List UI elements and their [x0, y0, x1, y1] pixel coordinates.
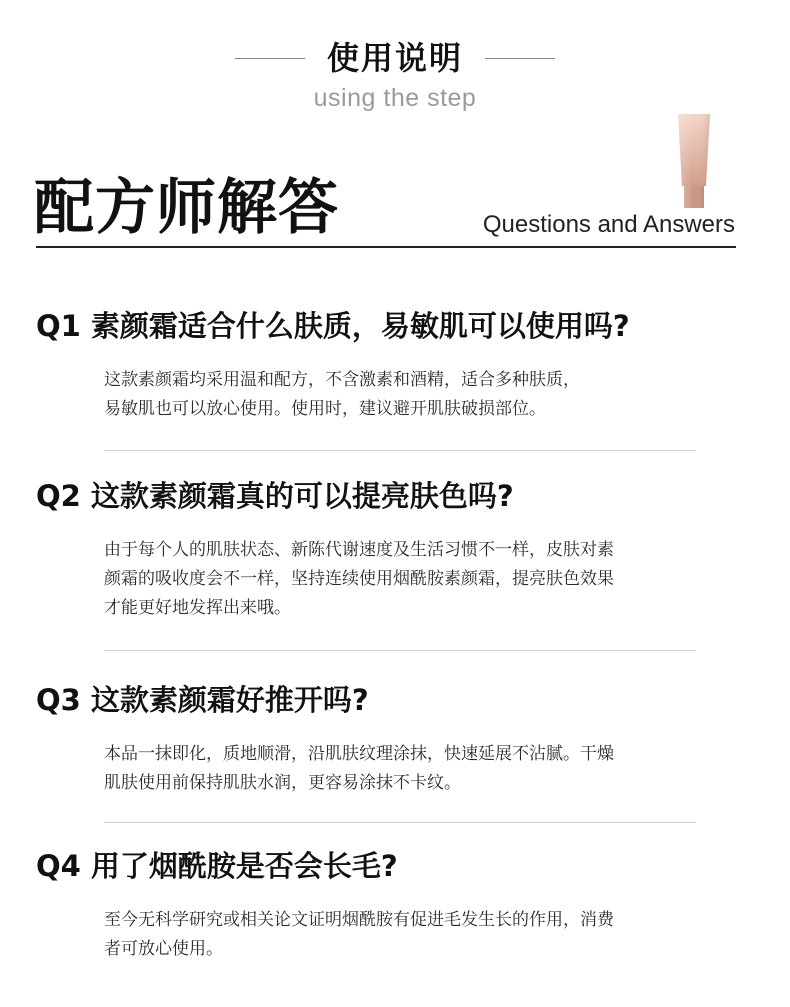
faq-answer-line: 肌肤使用前保持肌肤水润，更容易涂抹不卡纹。 — [104, 773, 461, 793]
usage-title: 使用说明 — [326, 39, 463, 77]
faq-answer-line: 才能更好地发挥出来哦。 — [104, 598, 291, 618]
faq-answer-line: 由于每个人的肌肤状态、新陈代谢速度及生活习惯不一样，皮肤对素 — [104, 540, 614, 560]
faq-answer-line: 者可放心使用。 — [104, 939, 223, 959]
faq-answer — [104, 366, 704, 424]
faq-question: Q3 这款素颜霜好推开吗? — [36, 683, 369, 717]
faq-answer-line: 这款素颜霜均采用温和配方，不含激素和酒精，适合多种肤质， — [104, 370, 580, 390]
faq-answer-line: 至今无科学研究或相关论文证明烟酰胺有促进毛发生长的作用，消费 — [104, 910, 614, 930]
faq-divider — [104, 450, 696, 451]
faq-answer-line: 本品一抹即化，质地顺滑，沿肌肤纹理涂抹，快速延展不沾腻。干燥 — [104, 744, 614, 764]
section-subtitle: Questions and Answers — [482, 211, 735, 238]
faq-answer — [104, 536, 704, 623]
faq-answer — [104, 740, 704, 798]
faq-answer-line: 颜霜的吸收度会不一样，坚持连续使用烟酰胺素颜霜，提亮肤色效果 — [104, 569, 614, 589]
faq-divider — [104, 822, 696, 823]
faq-answer-line: 易敏肌也可以放心使用。使用时，建议避开肌肤破损部位。 — [104, 399, 546, 419]
usage-subtitle: using the step — [313, 84, 477, 112]
faq-question: Q2 这款素颜霜真的可以提亮肤色吗? — [36, 479, 514, 513]
usage-header — [0, 38, 790, 78]
faq-question: Q1 素颜霜适合什么肤质，易敏肌可以使用吗? — [36, 309, 630, 343]
section-divider — [36, 246, 736, 248]
faq-divider — [104, 650, 696, 651]
header-right-line — [485, 58, 555, 59]
header-left-line — [235, 58, 305, 59]
faq-question: Q4 用了烟酰胺是否会长毛? — [36, 849, 398, 883]
section-title: 配方师解答 — [34, 173, 339, 243]
product-tube-image — [678, 114, 710, 208]
faq-answer — [104, 906, 704, 964]
